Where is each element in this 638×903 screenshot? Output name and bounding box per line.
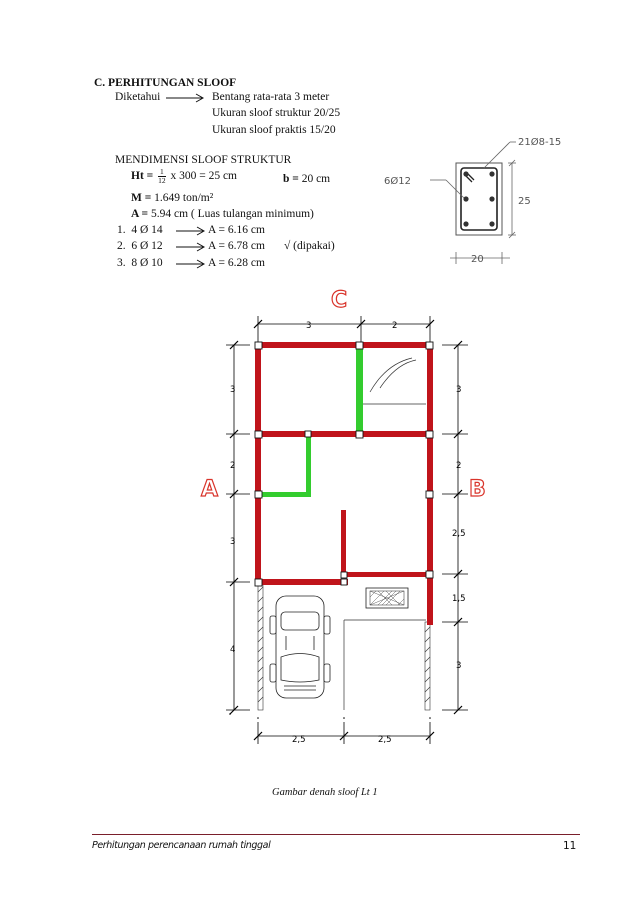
stirrup-label: 21Ø8-15 [518, 137, 562, 148]
figure-caption: Gambar denah sloof Lt 1 [272, 787, 378, 798]
known-label: Diketahui [115, 91, 161, 103]
right-dim: 3 [456, 661, 462, 671]
plan-label-a: A [201, 477, 219, 502]
footer-divider [92, 834, 580, 835]
section-heading: C. PERHITUNGAN SLOOF [94, 77, 237, 89]
option-chosen-note: √ (dipakai) [284, 240, 335, 252]
bottom-dim: 2,5 [378, 735, 392, 745]
ht-label: Ht = [131, 170, 154, 183]
known-item-span: Bentang rata-rata 3 meter [212, 91, 330, 103]
option-row: 3. 8 Ø 10 [117, 257, 163, 269]
dimensioning-title: MENDIMENSI SLOOF STRUKTUR [115, 154, 292, 166]
footer-title: Perhitungan perencanaan rumah tinggal [92, 840, 271, 851]
option-area: A = 6.16 cm [208, 224, 265, 236]
top-dim: 2 [392, 321, 398, 331]
ht-formula [131, 168, 237, 185]
moment-line: M = 1.649 ton/m² [131, 192, 214, 204]
option-area: A = 6.78 cm [208, 240, 265, 252]
right-dim: 2 [456, 461, 462, 471]
sloof-floor-plan [220, 312, 480, 752]
ht-rest: x 300 = 25 cm [170, 170, 237, 183]
rebar-label: 6Ø12 [384, 176, 411, 187]
area-line: A = 5.94 cm ( Luas tulangan minimum) [131, 208, 314, 220]
right-dim: 2,5 [452, 529, 466, 539]
left-dim: 3 [230, 537, 236, 547]
option-area: A = 6.28 cm [208, 257, 265, 269]
top-dim: 3 [306, 321, 312, 331]
page-number: 11 [563, 840, 577, 852]
b-formula: b = 20 cm [283, 173, 331, 185]
height-label: 25 [518, 196, 531, 207]
right-arrow-icon [176, 242, 206, 252]
right-arrow-icon [176, 259, 206, 269]
sloof-cross-section-diagram [380, 130, 570, 270]
right-arrow-icon [166, 93, 206, 103]
plan-label-b: B [469, 477, 486, 502]
left-dim: 3 [230, 385, 236, 395]
right-dim: 1,5 [452, 594, 466, 604]
car-icon [270, 596, 330, 698]
option-row: 1. 4 Ø 14 [117, 224, 163, 236]
table-icon [366, 588, 408, 608]
known-item-structural-size: Ukuran sloof struktur 20/25 [212, 107, 341, 119]
plan-label-c: C [331, 288, 348, 313]
width-label: 20 [471, 254, 484, 265]
ht-fraction: $\frac{1}{12}$ [158, 167, 166, 185]
left-dim: 2 [230, 461, 236, 471]
option-row: 2. 6 Ø 12 [117, 240, 163, 252]
left-dim: 4 [230, 645, 236, 655]
bottom-dim: 2,5 [292, 735, 306, 745]
known-item-practical-size: Ukuran sloof praktis 15/20 [212, 124, 336, 136]
right-dim: 3 [456, 385, 462, 395]
right-arrow-icon [176, 226, 206, 236]
